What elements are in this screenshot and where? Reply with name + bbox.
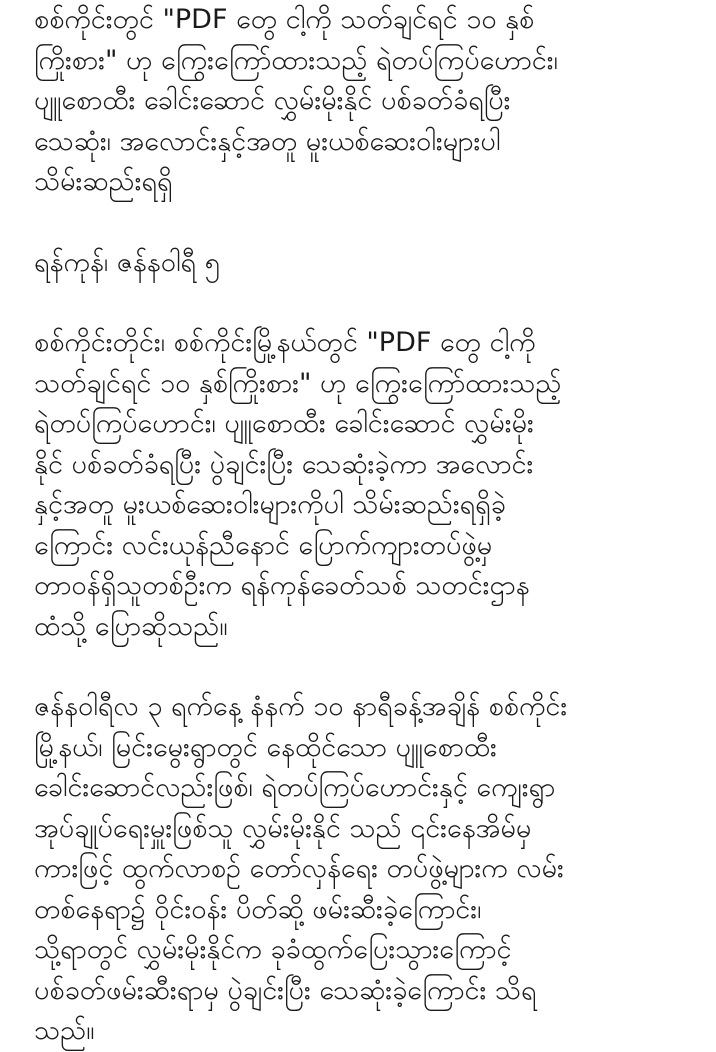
text-line: ခေါင်းဆောင်လည်းဖြစ်၊ ရဲတပ်ကြပ်ဟောင်းနှင့် ကျေးရွာ (34, 772, 556, 803)
paragraph-spacer (34, 203, 694, 243)
text-line: ထံသို့ ပြောဆိုသည်။ (34, 610, 228, 642)
paragraph-1 (34, 323, 694, 647)
text-line: မြို့နယ်၊ မြင်းမွေးရွာတွင် နေထိုင်သော ပျူစောထီး (34, 731, 497, 763)
paragraph-spacer (34, 647, 694, 687)
dateline-text: ရန်ကုန်၊ ဇန်နဝါရီ ၅ (34, 246, 220, 278)
text-line: သေဆုံး၊ အလောင်းနှင့်အတူ မူးယစ်ဆေးဝါးများပါ (34, 125, 501, 157)
text-line: ပျူစောထီး ခေါင်းဆောင် လွှမ်းမိုးနိုင် ပစ်ခတ်ခံရပြီး (34, 85, 511, 116)
text-line: ကြောင်း လင်းယုန်ညီနောင် ပြောက်ကျားတပ်ဖွဲ့မှ (34, 529, 493, 561)
dateline (34, 243, 694, 284)
text-line: ရဲတပ်ကြပ်ဟောင်း၊ ပျူစောထီး ခေါင်းဆောင် လွှမ်းမိုး (34, 408, 534, 439)
text-line: ဇန်နဝါရီလ ၃ ရက်နေ့ နံနက် ၁၀ နာရီခန့်အချိန် စစ်ကိုင်း (34, 691, 568, 722)
text-line: ကားဖြင့် ထွက်လာစဉ် တော်လှန်ရေး တပ်ဖွဲ့များက လမ်း (34, 853, 564, 884)
text-line: တစ်နေရာ၌ ဝိုင်းဝန်း ပိတ်ဆို့ ဖမ်းဆီးခဲ့ကြောင်း၊ (34, 893, 482, 925)
text-line: စစ်ကိုင်းတွင် "PDF တွေ ငါ့ကို သတ်ချင်ရင် ၁၀ နှစ် (34, 4, 535, 35)
text-line: နိုင် ပစ်ခတ်ခံရပြီး ပွဲချင်းပြီး သေဆုံးခဲ့ကာ အလောင်း (34, 448, 534, 480)
paragraph-spacer (34, 283, 694, 323)
text-line: သတ်ချင်ရင် ၁၀ နှစ်ကြိုးစား" ဟု ကြွေးကြော်ထားသည့် (34, 367, 562, 399)
text-line: သို့ရာတွင် လွှမ်းမိုးနိုင်က ခုခံထွက်ပြေးသွားကြောင့် (34, 934, 512, 965)
paragraph-2 (34, 687, 694, 1052)
text-line: တာဝန်ရှိသူတစ်ဦးက ရန်ကုန်ခေတ်သစ် သတင်းဌာန (34, 570, 530, 601)
text-line: နှင့်အတူ မူးယစ်ဆေးဝါးများကိုပါ သိမ်းဆည်းရရှိခဲ့ (34, 489, 506, 520)
text-line: ပစ်ခတ်ဖမ်းဆီးရာမှ ပွဲချင်းပြီး သေဆုံးခဲ့ကြောင်း သိရ (34, 974, 537, 1006)
lead-paragraph (34, 0, 694, 203)
text-line: စစ်ကိုင်းတိုင်း၊ စစ်ကိုင်းမြို့နယ်တွင် "PDF တွေ ငါ့ကို (34, 327, 536, 358)
text-line: ကြိုးစား" ဟု ကြွေးကြော်ထားသည့် ရဲတပ်ကြပ်ဟောင်း၊ (34, 44, 558, 76)
text-line: သိမ်းဆည်းရရှိ (34, 166, 173, 197)
text-line: အုပ်ချုပ်ရေးမှူးဖြစ်သူ လွှမ်းမိုးနိုင် သည် ၎င်းနေအိမ်မှ (34, 812, 532, 844)
text-line: သည်။ (34, 1015, 95, 1046)
article-body (34, 0, 694, 1052)
